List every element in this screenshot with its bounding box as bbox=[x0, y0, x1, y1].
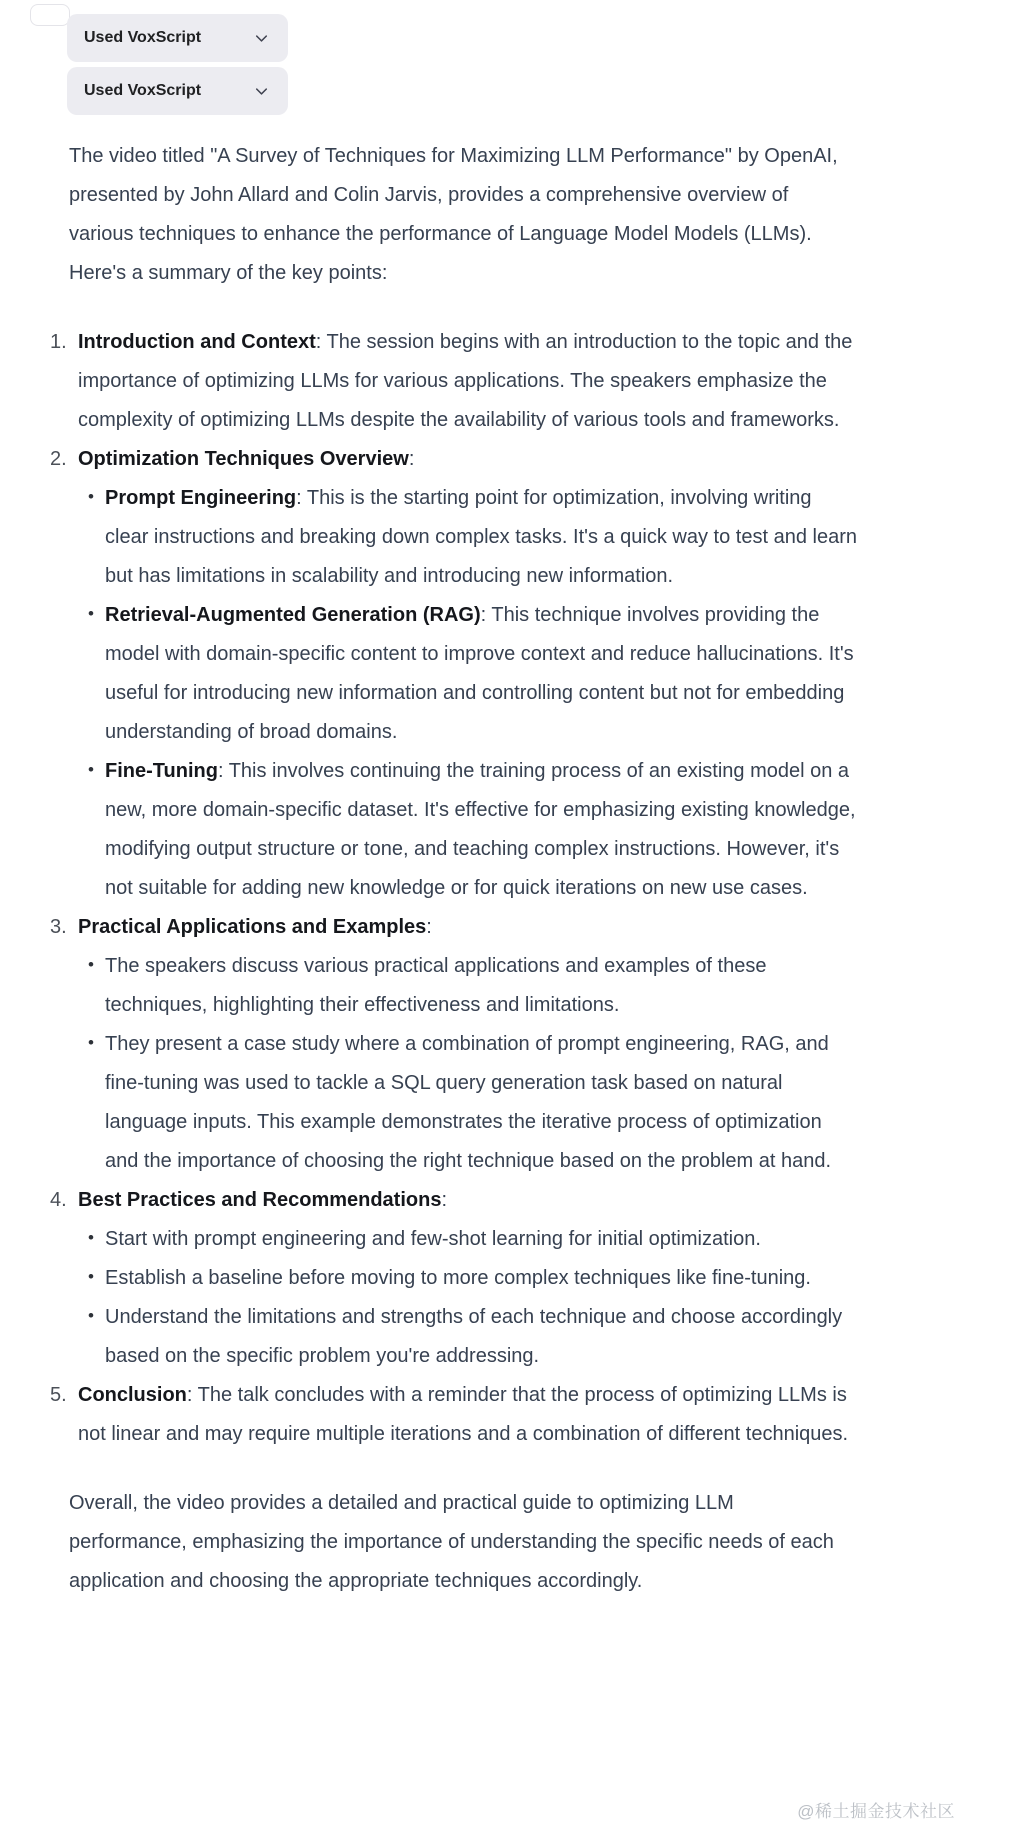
sub-item-text: : This technique involves providing the model with domain-specific content to improve context and reduce hallucinations. It's useful for introducing new information and controlling content but not for embedding understanding of broad domains. bbox=[105, 604, 854, 743]
summary-list-item bbox=[50, 908, 857, 1181]
sub-item-title: Retrieval-Augmented Generation (RAG) bbox=[105, 604, 481, 626]
bullet-marker: • bbox=[88, 1267, 94, 1286]
cutoff-pill-fragment bbox=[30, 4, 70, 26]
sub-item-text: Start with prompt engineering and few-shot learning for initial optimization. bbox=[105, 1228, 761, 1250]
sub-list-item bbox=[88, 752, 857, 908]
used-plugin-pill-label: Used VoxScript bbox=[84, 29, 202, 46]
list-item-number: 2. bbox=[50, 448, 67, 470]
bullet-marker: • bbox=[88, 1306, 94, 1325]
bullet-marker: • bbox=[88, 487, 94, 506]
summary-list-item bbox=[50, 440, 857, 908]
list-item-number: 1. bbox=[50, 331, 67, 353]
used-plugin-pill-label: Used VoxScript bbox=[84, 82, 202, 99]
summary-list-item bbox=[50, 323, 857, 440]
list-item-title: Introduction and Context bbox=[78, 331, 316, 353]
bullet-marker: • bbox=[88, 1228, 94, 1247]
chevron-down-icon bbox=[252, 82, 271, 101]
watermark: @稀土掘金技术社区 bbox=[797, 1802, 955, 1821]
sub-list-item bbox=[88, 596, 857, 752]
list-item-text: : The talk concludes with a reminder that the process of optimizing LLMs is not linear and may require multiple iterations and a combination of different techniques. bbox=[78, 1384, 849, 1445]
sub-list-item bbox=[88, 1298, 857, 1376]
bullet-marker: • bbox=[88, 760, 94, 779]
sub-list bbox=[78, 947, 857, 1181]
plugin-pills bbox=[67, 14, 1023, 115]
summary-list-item bbox=[50, 1181, 857, 1376]
sub-list-item bbox=[88, 1025, 857, 1181]
list-item-text: : bbox=[408, 448, 415, 470]
used-plugin-pill[interactable] bbox=[67, 67, 288, 115]
sub-list-item bbox=[88, 479, 857, 596]
sub-item-text: The speakers discuss various practical applications and examples of these techniques, highlighting their effectiveness and limitations. bbox=[105, 955, 767, 1016]
sub-item-text: Establish a baseline before moving to more complex techniques like fine-tuning. bbox=[105, 1267, 811, 1289]
intro-paragraph: The video titled "A Survey of Techniques for Maximizing LLM Performance" by OpenAI, presented by John Allard and Colin Jarvis, provides a comprehensive overview of various techniques to enhance the performance of Language Model Models (LLMs). Here's a summary of the key points: bbox=[69, 145, 838, 284]
sub-item-text: Understand the limitations and strengths of each technique and choose accordingly based on the specific problem you're addressing. bbox=[105, 1306, 843, 1367]
sub-list bbox=[78, 479, 857, 908]
sub-item-text: : This is the starting point for optimization, involving writing clear instructions and breaking down complex tasks. It's a quick way to test and learn but has limitations in scalability and introducing new information. bbox=[105, 487, 857, 587]
list-item-title: Practical Applications and Examples bbox=[78, 916, 427, 938]
list-item-title: Optimization Techniques Overview bbox=[78, 448, 409, 470]
sub-list bbox=[78, 1220, 857, 1376]
sub-list-item bbox=[88, 947, 857, 1025]
list-item-number: 4. bbox=[50, 1189, 67, 1211]
list-item-number: 3. bbox=[50, 916, 67, 938]
sub-item-text: : This involves continuing the training process of an existing model on a new, more domain-specific dataset. It's effective for emphasizing existing knowledge, modifying output structure or tone, and teaching complex instructions. However, it's not suitable for adding new knowledge or for quick iterations on new use cases. bbox=[105, 760, 856, 899]
assistant-message bbox=[50, 137, 857, 1601]
list-item-title: Conclusion bbox=[78, 1384, 187, 1406]
summary-list-item bbox=[50, 1376, 857, 1454]
sub-item-text: They present a case study where a combination of prompt engineering, RAG, and fine-tuning was used to tackle a SQL query generation task based on natural language inputs. This example demonstrates the iterative process of optimization and the importance of choosing the right technique based on the problem at hand. bbox=[105, 1033, 832, 1172]
sub-list-item bbox=[88, 1259, 857, 1298]
sub-item-title: Fine-Tuning bbox=[105, 760, 218, 782]
list-item-text: : bbox=[426, 916, 432, 938]
chevron-down-icon bbox=[252, 29, 271, 48]
bullet-marker: • bbox=[88, 955, 94, 974]
sub-list-item bbox=[88, 1220, 857, 1259]
sub-item-title: Prompt Engineering bbox=[105, 487, 297, 509]
used-plugin-pill[interactable] bbox=[67, 14, 288, 62]
bullet-marker: • bbox=[88, 1033, 94, 1052]
bullet-marker: • bbox=[88, 604, 94, 623]
closing-paragraph: Overall, the video provides a detailed and practical guide to optimizing LLM performance, emphasizing the importance of understanding the specific needs of each application and choosing the appropriate techniques accordingly. bbox=[69, 1492, 834, 1592]
list-item-number: 5. bbox=[50, 1384, 67, 1406]
list-item-text: : bbox=[441, 1189, 448, 1211]
summary-list bbox=[50, 323, 857, 1454]
list-item-title: Best Practices and Recommendations bbox=[78, 1189, 442, 1211]
list-item-text: : The session begins with an introduction to the topic and the importance of optimizing LLMs for various applications. The speakers emphasize the complexity of optimizing LLMs despite the availability of various tools and frameworks. bbox=[78, 331, 853, 431]
